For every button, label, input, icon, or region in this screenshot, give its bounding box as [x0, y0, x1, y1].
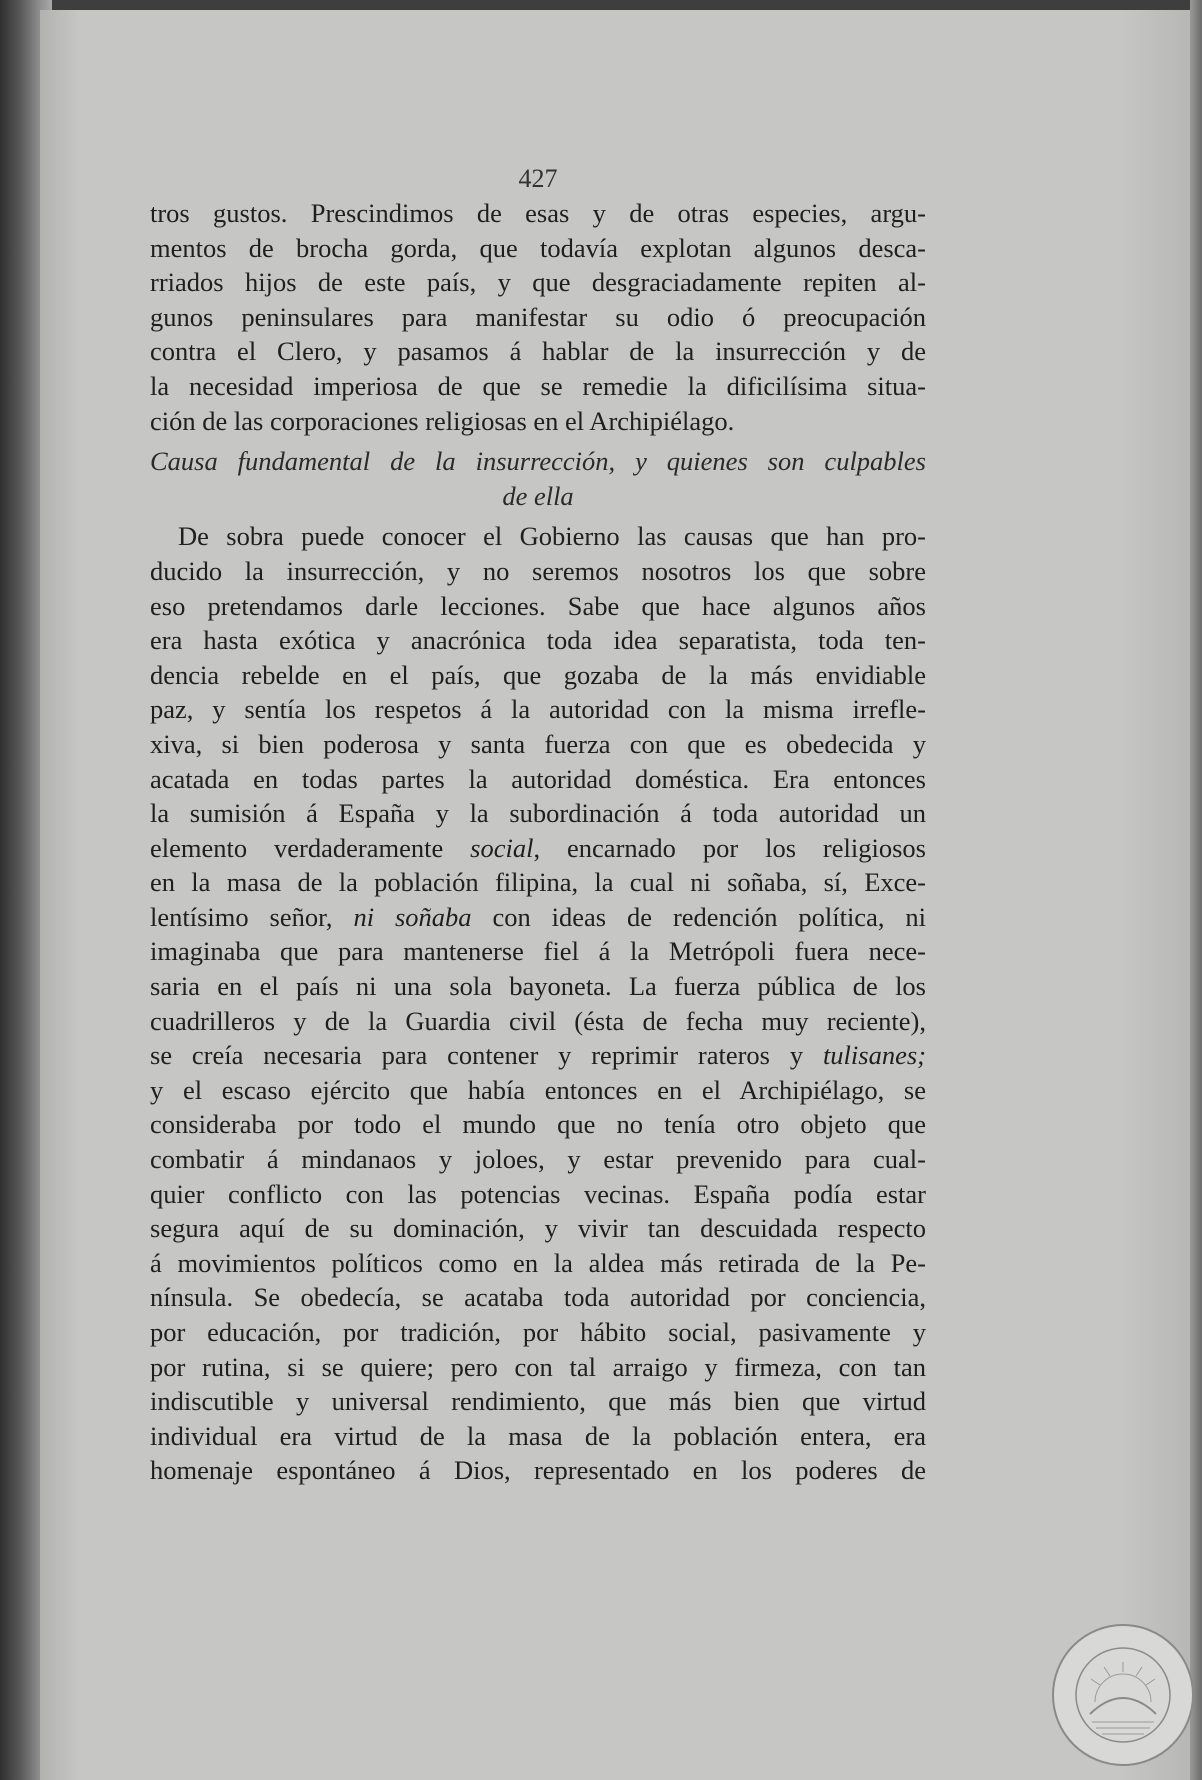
text-run: lentísimo señor, — [150, 901, 354, 932]
text-line: individual era virtud de la masa de la población entera, era — [150, 1420, 926, 1451]
text-line: dencia rebelde en el país, que gozaba de la más envidiable — [150, 659, 926, 690]
text-line: eso pretendamos darle lecciones. Sabe que hace algunos años — [150, 590, 926, 621]
text-run: elemento verdaderamente — [150, 832, 471, 863]
text-line: por rutina, si se quiere; pero con tal arraigo y firmeza, con tan — [150, 1351, 926, 1382]
text-line: homenaje espontáneo á Dios, representado en los poderes de — [150, 1455, 926, 1486]
text-line: cuadrilleros y de la Guardia civil (ésta de fecha muy reciente), — [150, 1005, 926, 1036]
text-line: tros gustos. Prescindimos de esas y de otras especies, argu- — [150, 198, 926, 228]
text-line: gunos peninsulares para manifestar su odio ó preocupación — [150, 301, 926, 332]
section-heading-line-2: de ella — [502, 480, 574, 511]
text-line: indiscutible y universal rendimiento, que más bien que virtud — [150, 1386, 926, 1417]
text-line: contra el Clero, y pasamos á hablar de la insurrección y de — [150, 336, 926, 367]
text-run: con ideas de redención política, ni — [471, 901, 926, 932]
intro-paragraph — [150, 196, 926, 438]
text-line: imaginaba que para mantenerse fiel á la Metrópoli fuera nece- — [150, 936, 926, 967]
text-line: ducido la insurrección, y no seremos nosotros los que sobre — [150, 555, 926, 586]
text-line: rriados hijos de este país, y que desgraciadamente repiten al- — [150, 267, 926, 298]
page-right-edge — [1190, 0, 1202, 1780]
text-run: , encarnado por los religiosos — [533, 832, 926, 863]
text-line — [150, 831, 926, 866]
text-line: saria en el país ni una sola bayoneta. La fuerza pública de los — [150, 971, 926, 1002]
text-line: en la masa de la población filipina, la cual ni soñaba, sí, Exce- — [150, 867, 926, 898]
page-text-block — [150, 196, 926, 1488]
text-line: De sobra puede conocer el Gobierno las causas que han pro- — [178, 521, 926, 552]
text-line: mentos de brocha gorda, que todavía explotan algunos desca- — [150, 232, 926, 263]
academy-seal-icon — [1050, 1622, 1196, 1768]
page-number: 427 — [518, 164, 558, 193]
italic-text-run: tulisanes; — [822, 1040, 926, 1071]
text-line: combatir á mindanaos y joloes, y estar prevenido para cual- — [150, 1144, 926, 1175]
text-line — [150, 900, 926, 935]
italic-text-run: social — [470, 832, 534, 863]
text-line: nínsula. Se obedecía, se acataba toda autoridad por conciencia, — [150, 1282, 926, 1313]
text-line: ción de las corporaciones religiosas en el Archipiélago. — [150, 405, 735, 436]
text-line — [150, 1038, 926, 1073]
text-line: consideraba por todo el mundo que no tenía otro objeto que — [150, 1109, 926, 1140]
section-heading-line-1: Causa fundamental de la insurrección, y quienes son culpables — [150, 446, 926, 477]
text-line: paz, y sentía los respetos á la autoridad con la misma irrefle- — [150, 694, 926, 725]
italic-text-run: ni soñaba — [353, 901, 472, 932]
text-line: la necesidad imperiosa de que se remedie la dificilísima situa- — [150, 370, 926, 401]
main-paragraph — [150, 519, 926, 1488]
text-line: quier conflicto con las potencias vecinas. España podía estar — [150, 1178, 926, 1209]
text-run: se creía necesaria para contener y reprimir rateros y — [150, 1040, 823, 1071]
text-line: acatada en todas partes la autoridad doméstica. Era entonces — [150, 763, 926, 794]
text-line: á movimientos políticos como en la aldea más retirada de la Pe- — [150, 1247, 926, 1278]
text-line: segura aquí de su dominación, y vivir tan descuidada respecto — [150, 1213, 926, 1244]
text-line: xiva, si bien poderosa y santa fuerza con que es obedecida y — [150, 728, 926, 759]
text-line: y el escaso ejército que había entonces en el Archipiélago, se — [150, 1074, 926, 1105]
text-line: era hasta exótica y anacrónica toda idea separatista, toda ten- — [150, 625, 926, 656]
text-line: por educación, por tradición, por hábito social, pasivamente y — [150, 1317, 926, 1347]
text-line: la sumisión á España y la subordinación á toda autoridad un — [150, 798, 926, 829]
academy-seal-graphic — [1050, 1622, 1196, 1768]
